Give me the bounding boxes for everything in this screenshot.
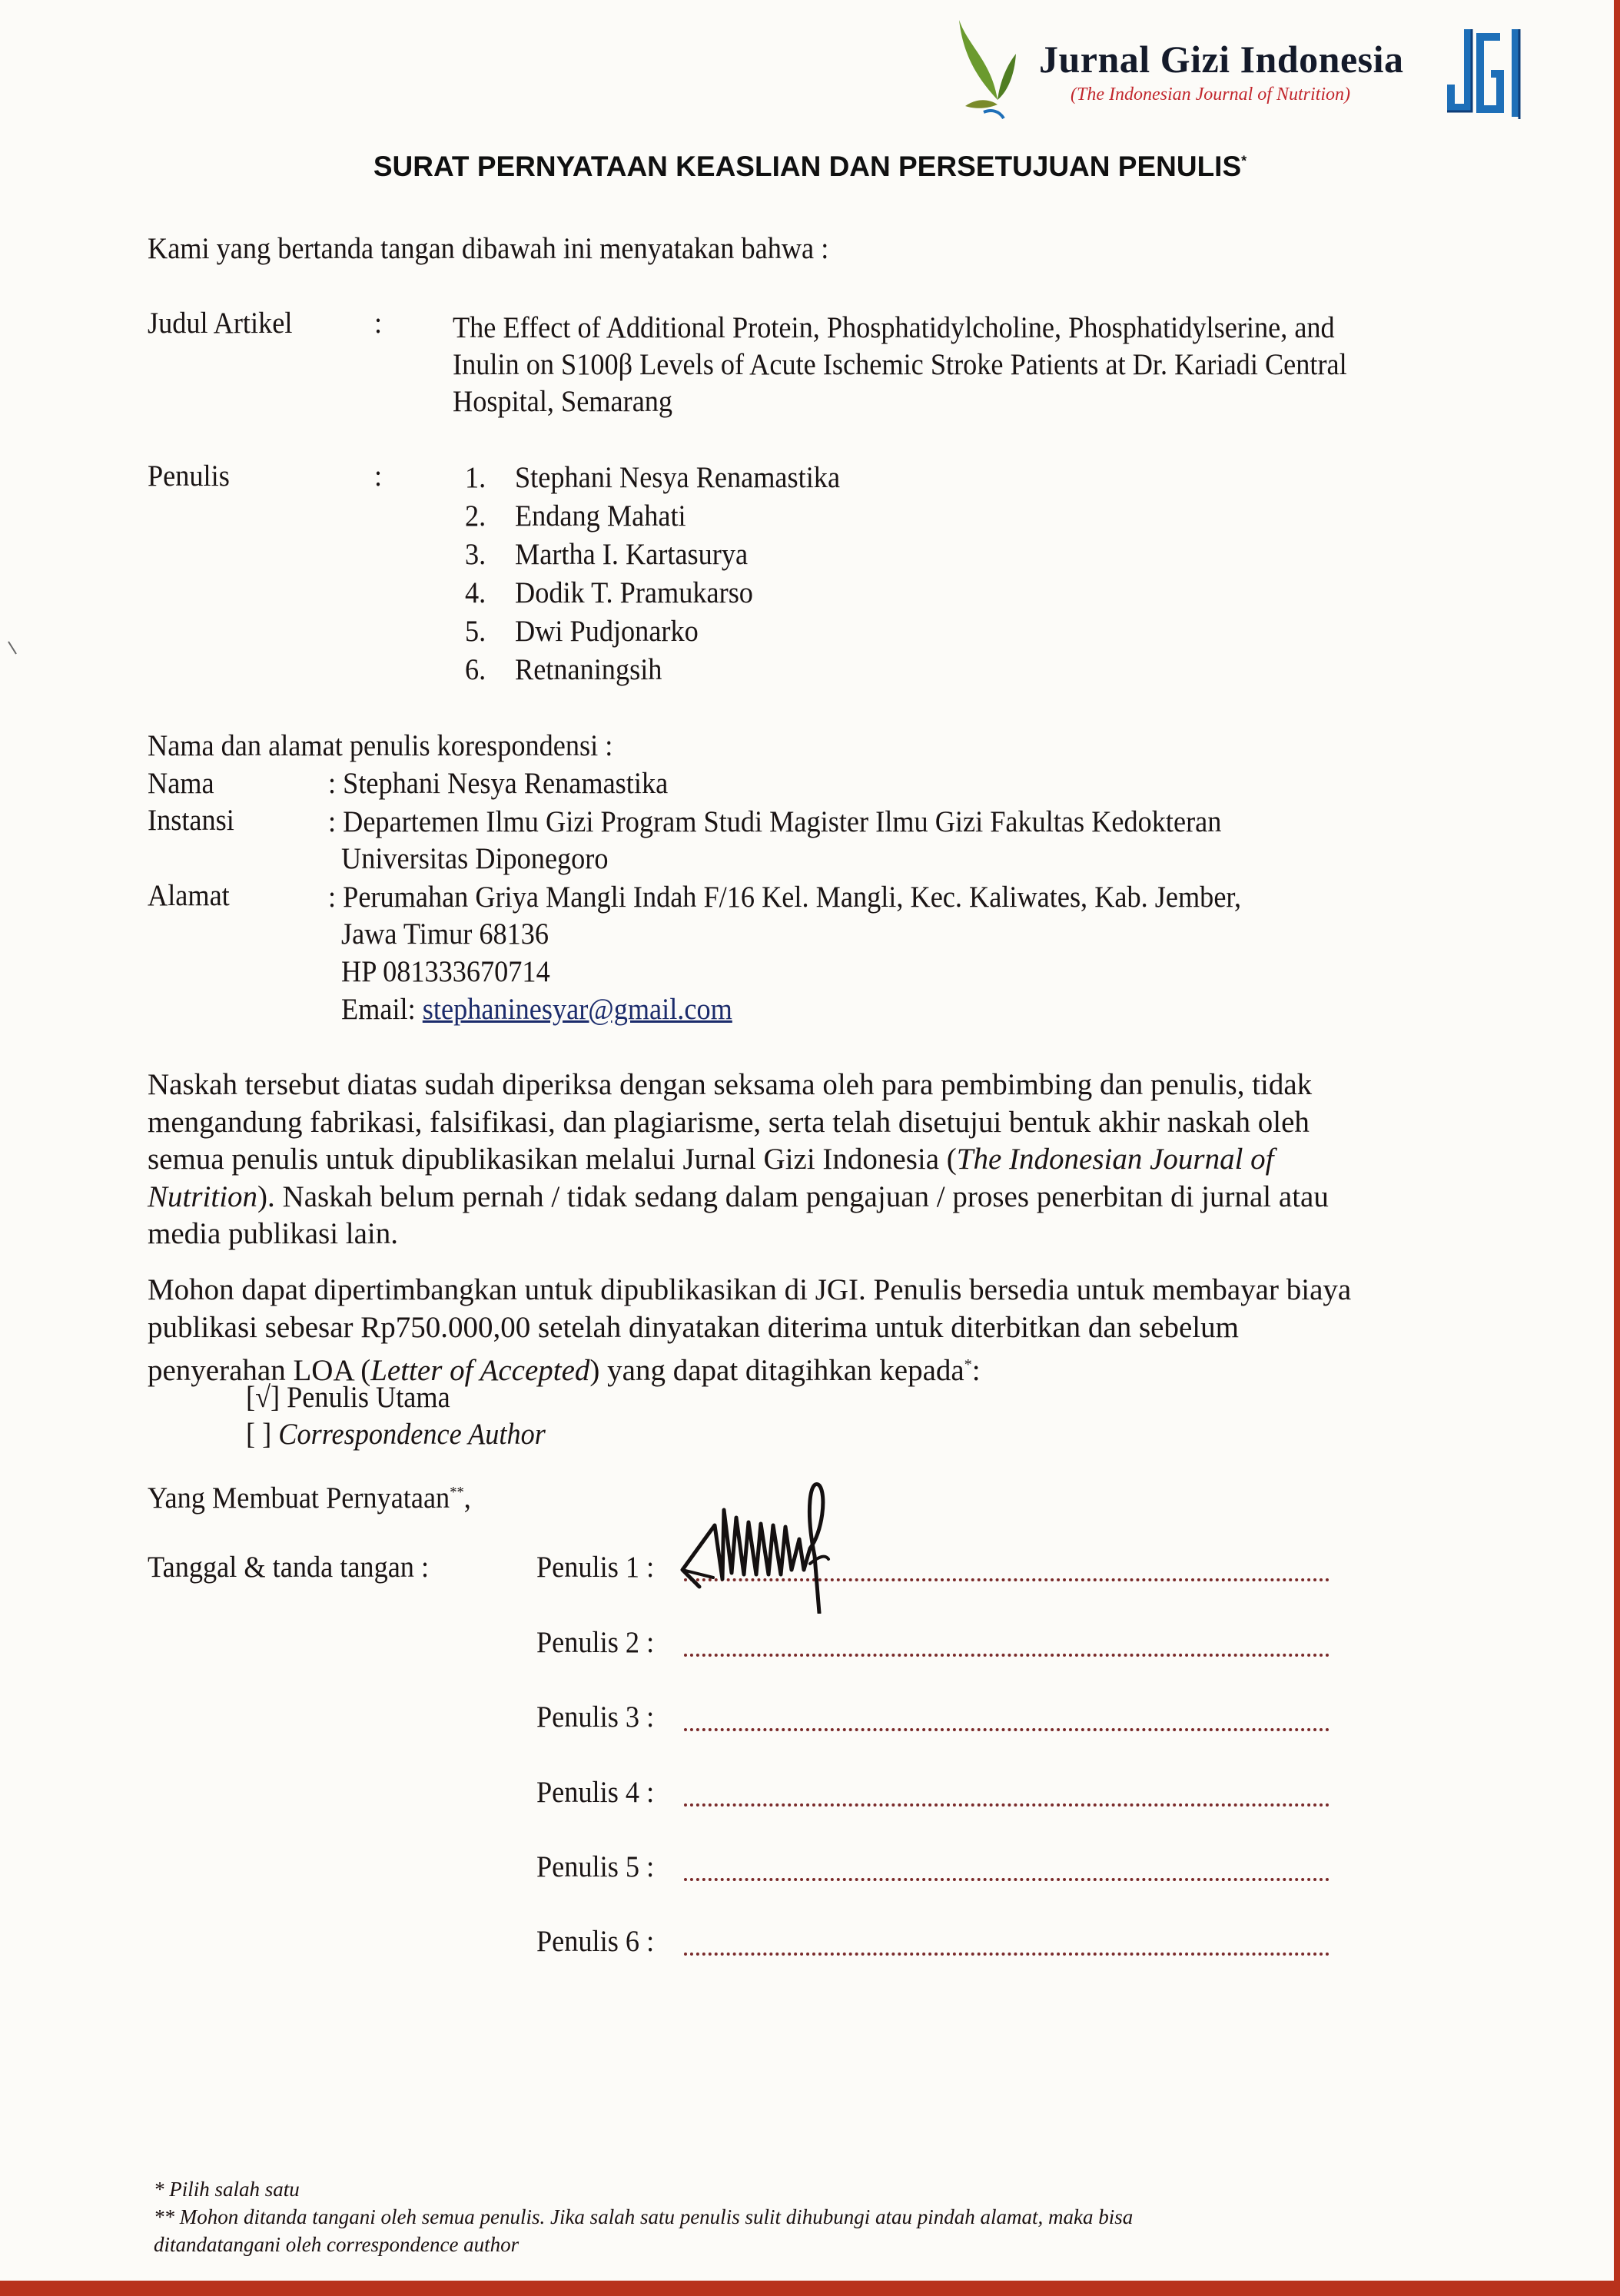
payment-line: penyerahan LOA (Letter of Accepted) yang dapat ditagihkan kepada*: <box>148 1354 981 1387</box>
author-name: Martha I. Kartasurya <box>515 538 749 571</box>
email-label: Email: <box>341 993 416 1026</box>
statement-line: semua penulis untuk dipublikasikan melalui Jurnal Gizi Indonesia (The Indonesian Journal of <box>148 1143 1274 1176</box>
author-number: 3. <box>465 538 486 571</box>
author-number: 5. <box>465 615 486 648</box>
jgi-logo-icon <box>1446 23 1523 123</box>
payment-paragraph <box>148 1272 1446 1390</box>
address-value: : Perumahan Griya Mangli Indah F/16 Kel. Mangli, Kec. Kaliwates, Kab. Jember, <box>328 881 1242 914</box>
footnote: ditandatangani oleh correspondence author <box>154 2233 520 2256</box>
statement-line: Nutrition). Naskah belum pernah / tidak sedang dalam pengajuan / proses penerbitan di jurnal atau <box>148 1180 1329 1213</box>
signature-slot-label: Penulis 5 : <box>536 1850 655 1883</box>
author-number: 2. <box>465 499 486 533</box>
article-label: Judul Artikel <box>148 307 293 340</box>
option-penulis-utama[interactable] <box>246 1379 450 1416</box>
signature-line[interactable] <box>684 1803 1330 1807</box>
title-text: SURAT PERNYATAAN KEASLIAN DAN PERSETUJUAN PENULIS <box>373 151 1242 182</box>
signature-line[interactable] <box>684 1953 1330 1956</box>
email-link[interactable]: stephaninesyar@gmail.com <box>422 993 732 1026</box>
institution-value: Universitas Diponegoro <box>341 842 609 875</box>
signature-slot-label: Penulis 3 : <box>536 1700 655 1734</box>
option-label: Correspondence Author <box>278 1418 546 1451</box>
statement-line: Naskah tersebut diatas sudah diperiksa dengan seksama oleh para pembimbing dan penulis, tidak <box>148 1068 1313 1101</box>
footnote: ** Mohon ditanda tangani oleh semua penulis. Jika salah satu penulis sulit dihubungi atau pindah alamat, maka bisa <box>154 2205 1134 2228</box>
option-correspondence-author[interactable] <box>246 1416 546 1453</box>
author-name: Endang Mahati <box>515 499 686 533</box>
name-label: Nama <box>148 767 214 800</box>
author-name: Stephani Nesya Renamastika <box>515 461 841 494</box>
address-label: Alamat <box>148 879 230 912</box>
article-title-line: The Effect of Additional Protein, Phosphatidylcholine, Phosphatidylserine, and <box>453 311 1335 344</box>
document-title <box>0 151 1620 183</box>
option-label: Penulis Utama <box>287 1381 450 1414</box>
loa-term: Letter of Accepted <box>370 1354 590 1387</box>
article-colon: : <box>374 307 383 340</box>
signatures-heading: Yang Membuat Pernyataan**, <box>148 1481 471 1515</box>
journal-subtitle: (The Indonesian Journal of Nutrition) <box>1071 85 1350 105</box>
intro-text: Kami yang bertanda tangan dibawah ini menyatakan bahwa : <box>148 232 829 265</box>
journal-english-name: The Indonesian Journal of <box>956 1143 1274 1176</box>
author-name: Dodik T. Pramukarso <box>515 576 753 609</box>
signature-slot-label: Penulis 1 : <box>536 1551 655 1584</box>
address-value: Jawa Timur 68136 <box>341 917 549 951</box>
signature-slot-label: Penulis 6 : <box>536 1925 655 1958</box>
date-signature-label: Tanggal & tanda tangan : <box>148 1551 430 1584</box>
email-row <box>341 991 732 1028</box>
handwritten-signature <box>669 1479 884 1614</box>
checkbox-empty-icon[interactable]: [ ] <box>246 1418 272 1451</box>
footnote: * Pilih salah satu <box>154 2178 300 2201</box>
article-title-line: Hospital, Semarang <box>453 385 673 418</box>
signature-line[interactable] <box>684 1728 1330 1731</box>
author-name: Dwi Pudjonarko <box>515 615 699 648</box>
authors-colon: : <box>374 460 383 493</box>
statement-line: media publikasi lain. <box>148 1217 399 1250</box>
author-name: Retnaningsih <box>515 653 662 686</box>
journal-name: Jurnal Gizi Indonesia <box>1039 38 1404 81</box>
institution-label: Instansi <box>148 804 234 837</box>
statement-paragraph <box>148 1067 1446 1253</box>
statement-line: mengandung fabrikasi, falsifikasi, dan plagiarisme, serta telah disetujui bentuk akhir naskah oleh <box>148 1105 1310 1139</box>
author-number: 1. <box>465 461 486 494</box>
signature-line[interactable] <box>684 1878 1330 1881</box>
author-number: 6. <box>465 653 486 686</box>
institution-value: : Departemen Ilmu Gizi Program Studi Magister Ilmu Gizi Fakultas Kedokteran <box>328 805 1222 838</box>
signature-slot-label: Penulis 4 : <box>536 1776 655 1809</box>
author-number: 4. <box>465 576 486 609</box>
payment-line: Mohon dapat dipertimbangkan untuk dipublikasikan di JGI. Penulis bersedia untuk membayar biaya <box>148 1273 1352 1306</box>
title-marker: * <box>1241 153 1247 169</box>
scan-mark-icon <box>8 641 17 655</box>
signature-slot-label: Penulis 2 : <box>536 1626 655 1659</box>
article-title-line: Inulin on S100β Levels of Acute Ischemic Stroke Patients at Dr. Kariadi Central <box>453 348 1347 381</box>
signature-line[interactable] <box>684 1654 1330 1657</box>
checkbox-checked-icon[interactable]: [√] <box>246 1381 281 1414</box>
payment-line: publikasi sebesar Rp750.000,00 setelah dinyatakan diterima untuk diterbitkan dan sebelum <box>148 1310 1239 1344</box>
name-value: : Stephani Nesya Renamastika <box>328 767 669 800</box>
correspondence-heading: Nama dan alamat penulis korespondensi : <box>148 729 613 762</box>
authors-label: Penulis <box>148 460 230 493</box>
phone-value: HP 081333670714 <box>341 955 550 988</box>
leaf-logo-icon <box>953 15 1022 123</box>
